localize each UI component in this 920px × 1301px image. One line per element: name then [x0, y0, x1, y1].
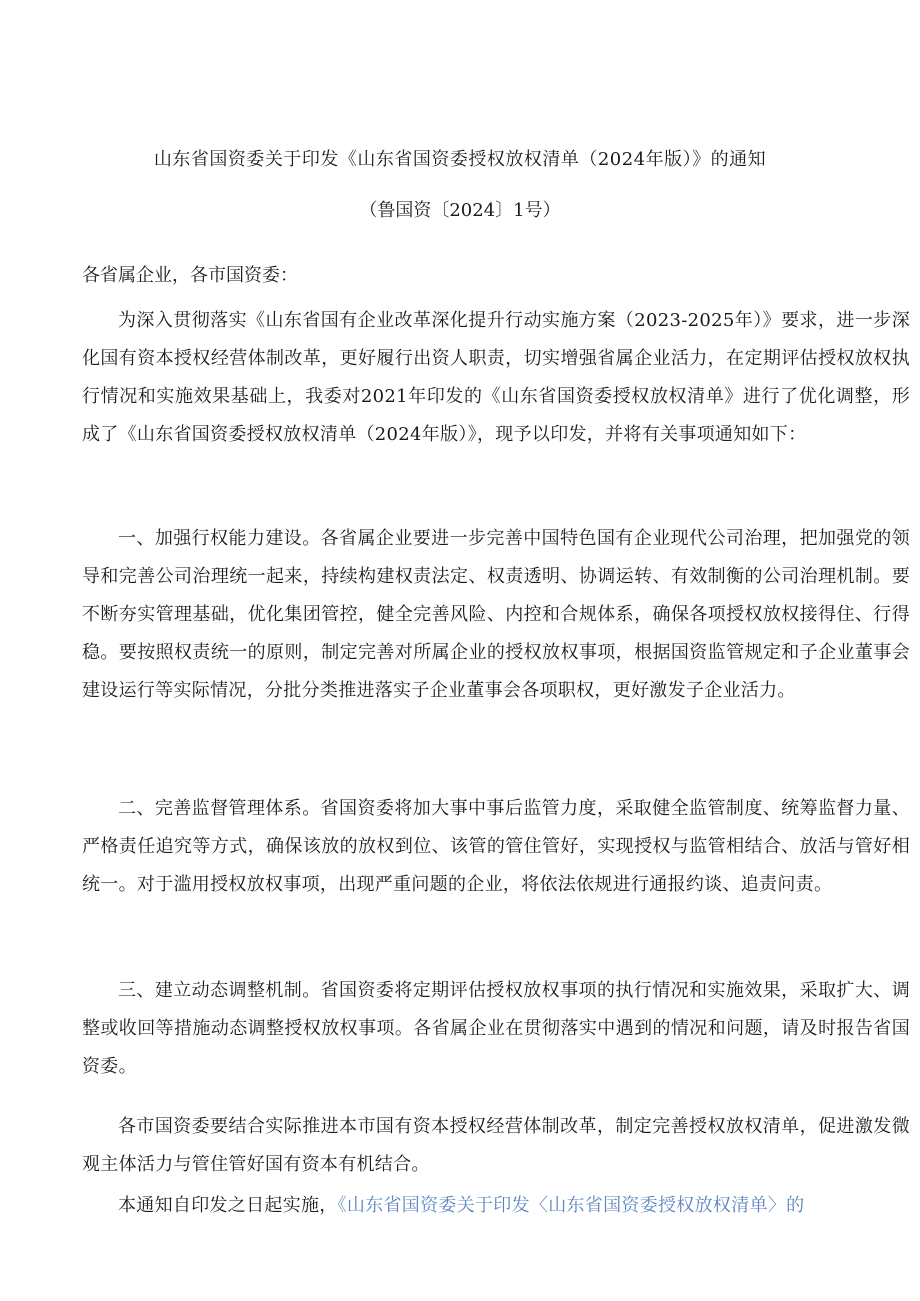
document-title: 山东省国资委关于印发《山东省国资委授权放权清单（2024年版）》的通知	[153, 149, 767, 170]
paragraph-city-commissions: 各市国资委要结合实际推进本市国有资本授权经营体制改革，制定完善授权放权清单，促进激发微观主体活力与管住管好国有资本有机结合。	[82, 1116, 910, 1175]
salutation: 各省属企业，各市国资委：	[82, 265, 298, 286]
paragraph-closing	[82, 1187, 910, 1225]
paragraph-item-2: 二、完善监督管理体系。省国资委将加大事中事后监管力度，采取健全监管制度、统筹监督力量、严格责任追究等方式，确保该放的放权到位、该管的管住管好，实现授权与监管相结合、放活与管好相统一。对于滥用授权放权事项，出现严重问题的企业，将依法依规进行通报约谈、追责问责。	[82, 798, 910, 895]
referenced-document-link[interactable]: 《山东省国资委关于印发〈山东省国资委授权放权清单〉的	[337, 1195, 805, 1216]
paragraph-item-1: 一、加强行权能力建设。各省属企业要进一步完善中国特色国有企业现代公司治理，把加强党的领导和完善公司治理统一起来，持续构建权责法定、权责透明、协调运转、有效制衡的公司治理机制。要不断夯实管理基础，优化集团管控，健全完善风险、内控和合规体系，确保各项授权放权接得住、行得稳。要按照权责统一的原则，制定完善对所属企业的授权放权事项，根据国资监管规定和子企业董事会建设运行等实际情况，分批分类推进落实子企业董事会各项职权，更好激发子企业活力。	[82, 528, 910, 701]
closing-text: 本通知自印发之日起实施，	[118, 1195, 338, 1216]
paragraph-item-3: 三、建立动态调整机制。省国资委将定期评估授权放权事项的执行情况和实施效果，采取扩大、调整或收回等措施动态调整授权放权事项。各省属企业在贯彻落实中遇到的情况和问题，请及时报告省国资委。	[82, 980, 910, 1077]
document-number: （鲁国资〔2024〕1号）	[359, 200, 561, 221]
paragraph-intro: 为深入贯彻落实《山东省国有企业改革深化提升行动实施方案（2023-2025年）》要求，进一步深化国有资本授权经营体制改革，更好履行出资人职责，切实增强省属企业活力，在定期评估授权放权执行情况和实施效果基础上，我委对2021年印发的《山东省国资委授权放权清单》进行了优化调整，形成了《山东省国资委授权放权清单（2024年版）》，现予以印发，并将有关事项通知如下：	[82, 310, 910, 445]
